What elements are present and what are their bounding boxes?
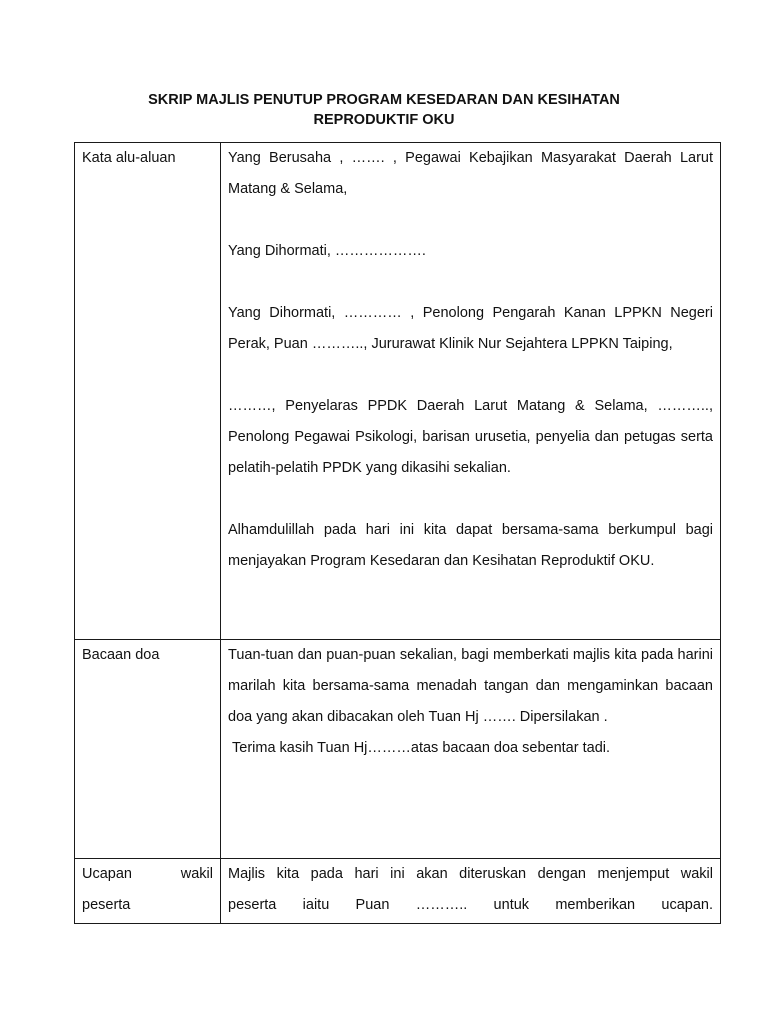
content-cell: [221, 859, 721, 924]
title-line-1: SKRIP MAJLIS PENUTUP PROGRAM KESEDARAN DAN KESIHATAN: [148, 92, 620, 108]
paragraph-line: Majlis kita pada hari ini akan diteruskan dengan menjemput wakil: [228, 866, 713, 882]
content-cell: [221, 640, 721, 859]
table-row: [75, 143, 721, 640]
document-title: [0, 90, 768, 130]
row-label-bacaan-doa: Bacaan doa: [82, 647, 160, 663]
script-table: [74, 142, 721, 924]
label-word: Ucapan: [82, 866, 132, 882]
paragraph: Tuan-tuan dan puan-puan sekalian, bagi memberkati majlis kita pada harini marilah kita bersama-sama menadah tangan dan mengaminkan bacaan doa yang akan dibacakan oleh Tuan Hj ……. Dipersilakan .: [228, 647, 713, 725]
table-row: [75, 640, 721, 859]
label-word: peserta: [82, 897, 131, 913]
label-cell: [75, 640, 221, 859]
paragraph: Yang Dihormati, ……………….: [228, 243, 426, 259]
content-cell: [221, 143, 721, 640]
paragraph-line: peserta iaitu Puan ……….. untuk memberikan ucapan.: [228, 897, 713, 913]
paragraph: Alhamdulillah pada hari ini kita dapat bersama-sama berkumpul bagi menjayakan Program Kesedaran dan Kesihatan Reproduktif OKU.: [228, 522, 713, 569]
table-row: [75, 859, 721, 924]
label-cell: [75, 143, 221, 640]
paragraph: ………, Penyelaras PPDK Daerah Larut Matang & Selama, ……….., Penolong Pegawai Psikologi, barisan urusetia, penyelia dan petugas serta pelatih-pelatih PPDK yang dikasihi sekalian.: [228, 398, 713, 476]
label-cell: [75, 859, 221, 924]
label-word: wakil: [180, 866, 213, 882]
paragraph: Terima kasih Tuan Hj………atas bacaan doa sebentar tadi.: [232, 740, 611, 756]
paragraph: Yang Berusaha , ……. , Pegawai Kebajikan Masyarakat Daerah Larut Matang & Selama,: [228, 150, 713, 197]
paragraph: Yang Dihormati, ………… , Penolong Pengarah Kanan LPPKN Negeri Perak, Puan ……….., Jururawat Klinik Nur Sejahtera LPPKN Taiping,: [228, 305, 713, 352]
row-label-ucapan-wakil: [82, 859, 213, 890]
title-line-2: REPRODUKTIF OKU: [313, 112, 455, 128]
row-label-kata-alu-aluan: Kata alu-aluan: [82, 150, 176, 166]
